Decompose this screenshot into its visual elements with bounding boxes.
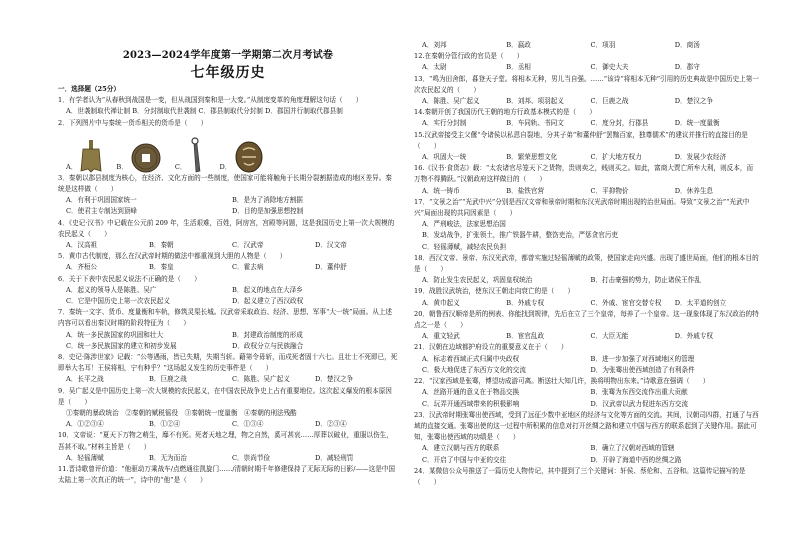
question-9: 9．吴广起义是中国历史上第一次大规模的农民起义，在中国农民战争史上占有重要地位。这次起义爆发的根本原因是（ ） xyxy=(58,386,392,406)
option: A．实行分封制 xyxy=(422,119,467,128)
option-a-image xyxy=(66,139,102,173)
option: C．外戚、宦官交替专权 xyxy=(590,298,662,307)
question-7-options-row2 xyxy=(58,341,398,352)
option: A．巩固大一统 xyxy=(422,153,467,162)
option: A．太尉 xyxy=(422,63,447,72)
question-6-option-a: A．起义的领导人是陈胜、吴广 xyxy=(66,285,157,294)
option: C．平抑物价 xyxy=(590,186,629,195)
option: D．董仲舒 xyxy=(315,263,347,272)
option: B．巨鹿之战 xyxy=(149,375,187,384)
option: A．轻徭薄赋 xyxy=(66,453,104,462)
left-column xyxy=(58,84,398,487)
question-21-options-row1 xyxy=(414,354,759,365)
option-d-label: D． xyxy=(219,162,232,171)
question-15: 15.汉武帝接受主父偃“令诸侯以私恩自裂地，分其子弟”和董仲舒“罢黜百家，独尊儒术”的建议并推行的直接目的是（ ） xyxy=(414,130,748,150)
question-23-options-row1 xyxy=(414,443,759,454)
option: D．统一度量衡 xyxy=(674,119,720,128)
option: B．宦官乱政 xyxy=(506,332,545,341)
option: D．太平道的创立 xyxy=(674,298,727,307)
question-23: 23．汉武帝时期张骞出使西域，受到了远征少数中亚地区的经济与文化等方面的交流。其间，汉朝司四群，打通了与西域的直接交通。张骞出使的这一过程中所积累的信息对打开丝绸之路和建立中国与西方的联系起到了关键作用。据此可知，张骞出使西域的功绩是（ ） xyxy=(414,410,759,442)
question-21-options-row2 xyxy=(414,365,759,376)
question-16-options xyxy=(414,186,759,197)
option: C．项羽 xyxy=(590,41,616,49)
option: D．发展少农经济 xyxy=(674,153,727,162)
question-5-options xyxy=(58,262,398,273)
option: C．陈胜、吴广起义 xyxy=(232,375,290,384)
question-7-option-c: C．统一多民族国家的建立和初步发展 xyxy=(66,341,177,350)
option: A．统一铸币 xyxy=(422,186,460,195)
question-13-options xyxy=(414,96,759,107)
option: A．长平之战 xyxy=(66,375,104,384)
question-14-options xyxy=(414,118,759,129)
question-19: 19．战胜汉武统治，使东汉王朝走向衰亡的是（ ） xyxy=(414,287,575,296)
question-2: 2．下列图片中与秦统一货币相关的货币是（ ） xyxy=(58,118,208,127)
section-heading: 一．选择题（25分） xyxy=(58,85,120,93)
question-23-option-a: A．建立汉朝与西方的联系 xyxy=(422,444,500,453)
question-23-option-b: B．确立了汉朝对西域的管辖 xyxy=(590,444,675,453)
question-15-options xyxy=(414,152,759,163)
ant-nose-coin-icon xyxy=(234,141,264,173)
question-17: 17．“文景之治”“光武中兴”分别是西汉文帝和景帝时期和东汉光武帝时期出现的治世局面。导致“文景之治”“光武中兴”局面出现的共同因素是（ ） xyxy=(414,197,750,218)
question-4: 4．《史记·汉书》中记载在公元前 209 年，生活艰难，百姓，阿房宫，宫殿等问题，这是我国历史上第一次大规模的农民起义（ ） xyxy=(58,218,395,238)
option: C．汉武帝 xyxy=(232,241,264,250)
option: C．扩大地方权力 xyxy=(590,153,642,162)
question-19-options xyxy=(414,298,759,309)
option-c-label: C． xyxy=(174,162,187,171)
question-23-option-c: C．开启了中国与中亚的交往 xyxy=(422,455,507,464)
exam-title: 2023—2024学年度第一学期第二次月考试卷 xyxy=(122,50,334,61)
option: A．刘邦 xyxy=(422,41,447,49)
question-6-options-row2 xyxy=(58,296,398,307)
question-9-options xyxy=(58,419,398,430)
option-a-label: A． xyxy=(66,162,78,171)
option: A．黄巾起义 xyxy=(422,298,460,307)
question-7-option-b: B．封建政治制度的形成 xyxy=(232,330,303,339)
question-24: 24．某微信公众号推送了一篇历史人物传记，其中提到了三个关键词：轩侯、蔡伦和、五谷和。这篇传记描写的是（ ） xyxy=(414,466,746,486)
question-21-option-d: D．为张骞出使西域创造了有利条件 xyxy=(590,365,695,374)
question-18-option-b: B．打击豪强的势力，防止诸侯王作乱 xyxy=(590,276,701,285)
question-17-option-a: A．严刑峻法，法家思想治国 xyxy=(422,220,506,229)
question-8-options xyxy=(58,374,398,385)
option: D．②③④ xyxy=(315,420,347,429)
right-column xyxy=(414,40,759,488)
option: C．御史大夫 xyxy=(590,63,629,72)
option: C．霍去病 xyxy=(232,263,264,272)
question-6-option-d: D．起义建立了西汉政权 xyxy=(232,297,304,306)
option: C．度分封，行郡县 xyxy=(590,119,649,128)
question-22-options-row2 xyxy=(414,399,759,410)
question-22-option-a: A．丝路开通的意义在于物品交换 xyxy=(422,388,520,397)
question-6-options-row1 xyxy=(58,285,398,296)
question-3-option-a: A．有利于巩固国家统一 xyxy=(66,196,137,205)
option: C．崇尚节俭 xyxy=(232,453,271,462)
exam-subtitle: 七年级历史 xyxy=(190,65,266,81)
question-3-option-c: C．使君主专制达到顶峰 xyxy=(66,207,137,216)
question-11-options xyxy=(414,40,759,51)
question-6: 6．关于下表中农民起义说法不正确的是（ ） xyxy=(58,274,201,283)
question-8: 8．史记·陈涉世家》记载：“公等遇雨，皆已失期，失期当斩。藉第令毋斩，而戍死者固十六七。且壮士不死即已，死即举大名耳！王侯将相，宁有种乎？”这场起义发生的历史事件是（ ） xyxy=(58,353,398,373)
option: D．休养生息 xyxy=(674,186,714,195)
question-22-option-d: D．汉武帝以武力促进东西方交流 xyxy=(590,399,689,408)
option-b-label: B． xyxy=(116,162,128,171)
option: B．盐铁官营 xyxy=(506,186,545,195)
option: D．外戚专权 xyxy=(674,332,714,341)
option-d-image xyxy=(219,141,264,173)
option: B．秦朝 xyxy=(149,241,174,250)
option: D．商汤 xyxy=(674,41,700,49)
question-10: 10．文帝说：“夏天下万物之萌生，靡不有死。死者天地之理，物之自然，奚可甚哀……厚葬以破业，重服以伤生，吾甚不取。”材料主旨是（ ） xyxy=(58,431,393,451)
option: B．繁荣思想文化 xyxy=(506,153,558,162)
question-21-option-c: C．极大地促进了东西方文化的交流 xyxy=(422,365,526,374)
question-7-options-row1 xyxy=(58,330,398,341)
option: B．丞相 xyxy=(506,63,531,72)
question-9-items: ①秦朝的暴政统治 ②秦朝的赋税徭役 ③秦朝统一度量衡 ④秦朝的刑法残酷 xyxy=(66,409,297,418)
question-6-option-c: C．它是中国历史上第一次农民起义 xyxy=(66,297,170,306)
option: A．陈胜、吴广起义 xyxy=(422,97,480,106)
option-b-image xyxy=(116,143,160,173)
question-3-option-d: D．目的是加强思想控制 xyxy=(232,207,304,216)
question-1-options: A．世袭制取代禅让制 B．分封制取代世袭制 C．郡县制取代分封制 D．郡国并行制取代郡县制 xyxy=(66,107,343,116)
question-18: 18．西汉文帝、景帝、东汉光武帝，都曾实施过轻徭薄赋的政策，使国家走向兴盛。出现了盛世局面，他们的根本目的是（ ） xyxy=(414,253,759,274)
question-3-options-row2 xyxy=(58,206,398,217)
option: D．楚汉之争 xyxy=(674,97,714,106)
question-7-option-d: D．政权分立与民族融合 xyxy=(232,341,304,350)
question-1: 1．有学者认为“从春秋到战国是一变，但从战国到秦和是一大变。”从制度变革的角度理解这句话（ ） xyxy=(58,96,363,105)
question-21: 21．汉朝在边域都护府设立的重要意义在于（ ） xyxy=(414,343,568,352)
option: B．嬴政 xyxy=(506,41,531,49)
question-11: 11.晋诗歌曾评价道：“他驱动万乘战车/点燃通往凯旋门……/清朝时期千年修建保持了无际无际的日影/——这是中国太陆上第一次真正的统一”，诗中的“他”是（ ） xyxy=(58,465,396,485)
option: A．汉高祖 xyxy=(66,241,98,250)
question-7: 7．秦统一文字、货币、度量衡和车轨，修筑灵渠长城。汉武帝采取政治、经济、思想、军事“大一统”局面。从上述内容可以看出秦汉时期的阶段特征为（ ） xyxy=(58,308,393,328)
question-21-option-a: A．标志着西域正式归属中央政权 xyxy=(422,354,520,363)
option: A．齐桓公 xyxy=(66,263,98,272)
option: D．楚汉之争 xyxy=(315,375,354,384)
option: C．①③④ xyxy=(232,420,264,429)
question-3-option-b: B．是为了消除地方割据 xyxy=(232,196,303,205)
question-22-options-row1 xyxy=(414,387,759,398)
question-2-images xyxy=(58,129,398,173)
option: C．巨鹿之战 xyxy=(590,97,629,106)
question-22: 22．“汉家西域是张骞，博望功成游可离。断送壮大知几许，换将明物出东来。”诗歌意在强调（ ） xyxy=(414,377,710,386)
question-22-option-b: B．张骞为东西交流作出重大贡献 xyxy=(590,388,688,397)
option: D．郡守 xyxy=(674,63,700,72)
question-3: 3．秦朝以郡县制度为核心，在经济、文化方面的一些制度，使国家可能将触角于长期分裂割据造成的地区差异。秦统是这样做（ ） xyxy=(58,173,392,194)
question-23-options-row2 xyxy=(414,455,759,466)
question-4-options xyxy=(58,240,398,251)
question-5: 5．黄巾古代制度，那么在汉武帝时期的做法中都重视到大胆的人物是（ ） xyxy=(58,252,287,261)
option: D．减轻刑罚 xyxy=(315,453,354,462)
question-18-options xyxy=(414,275,759,286)
knife-coin-icon xyxy=(189,137,205,173)
round-coin-icon xyxy=(131,143,161,173)
option: B．秦皇 xyxy=(149,263,174,272)
question-20-options xyxy=(414,331,759,342)
option: B．①②④ xyxy=(149,420,181,429)
option: A．重文轻武 xyxy=(422,332,460,341)
question-18-option-a: A．防止发生农民起义，巩固皇权统治 xyxy=(422,276,533,285)
question-13: 13．“鸣为田舍郎，暮登天子堂。将相本无种，男儿当自强。……”该诗“将相本无种”引用的历史典故是中国历史上第一次农民起义的（ ） xyxy=(414,74,759,94)
question-22-option-c: C．玩弄开通西域带来的积极影响 xyxy=(422,399,520,408)
question-17-option-b: B．发动战争，扩张领土，推广铁器牛耕，整饬吏治，严惩贪官污吏 xyxy=(422,231,619,240)
option: C．大臣无能 xyxy=(590,332,629,341)
question-21-option-b: B．进一步加强了对西域地区的管理 xyxy=(590,354,695,363)
question-20: 20．朝鲁西汉顺帝是所的例表、你能找到规律，先后在立了三个皇帝，每养了一个皇帝。这一现象体现了东汉政治的特点之一是（ ） xyxy=(414,309,759,330)
question-16: 16.《汉书·食货志》载：“太农诸官尽笼天下之货物，贵则卖之，贱则买之。如此，富商大贾亡所牟大利，则反本，而万物不得腾跃。”汉朝政府这样做目的（ ） xyxy=(414,164,754,184)
option-c-image xyxy=(175,137,206,173)
question-14: 14.秦朝开创了我国历代王朝的地方行政基本模式的是（ ） xyxy=(414,108,596,117)
question-6-option-b: B．起义的地点在大泽乡 xyxy=(232,285,303,294)
option: B．车同轨、书同文 xyxy=(506,119,564,128)
question-3-options-row1 xyxy=(58,195,398,206)
question-23-option-d: D．开辟了海道中西的丝绸之路 xyxy=(590,455,682,464)
option: B．无为而治 xyxy=(149,453,187,462)
option: D．汉文帝 xyxy=(315,241,347,250)
question-10-options xyxy=(58,453,398,464)
question-17-option-c: C．轻徭薄赋，减轻农民负担 xyxy=(422,242,507,251)
question-7-option-a: A．统一多民族国家的巩固和壮大 xyxy=(66,330,164,339)
option: A．①②③④ xyxy=(66,420,104,429)
question-12-options xyxy=(414,62,759,73)
question-12: 12.在秦朝分管行政的官员是（ ） xyxy=(414,52,524,61)
spade-coin-icon xyxy=(80,139,102,173)
option: B．刘邦、项羽起义 xyxy=(506,97,564,106)
option: B．外戚专权 xyxy=(506,298,545,307)
